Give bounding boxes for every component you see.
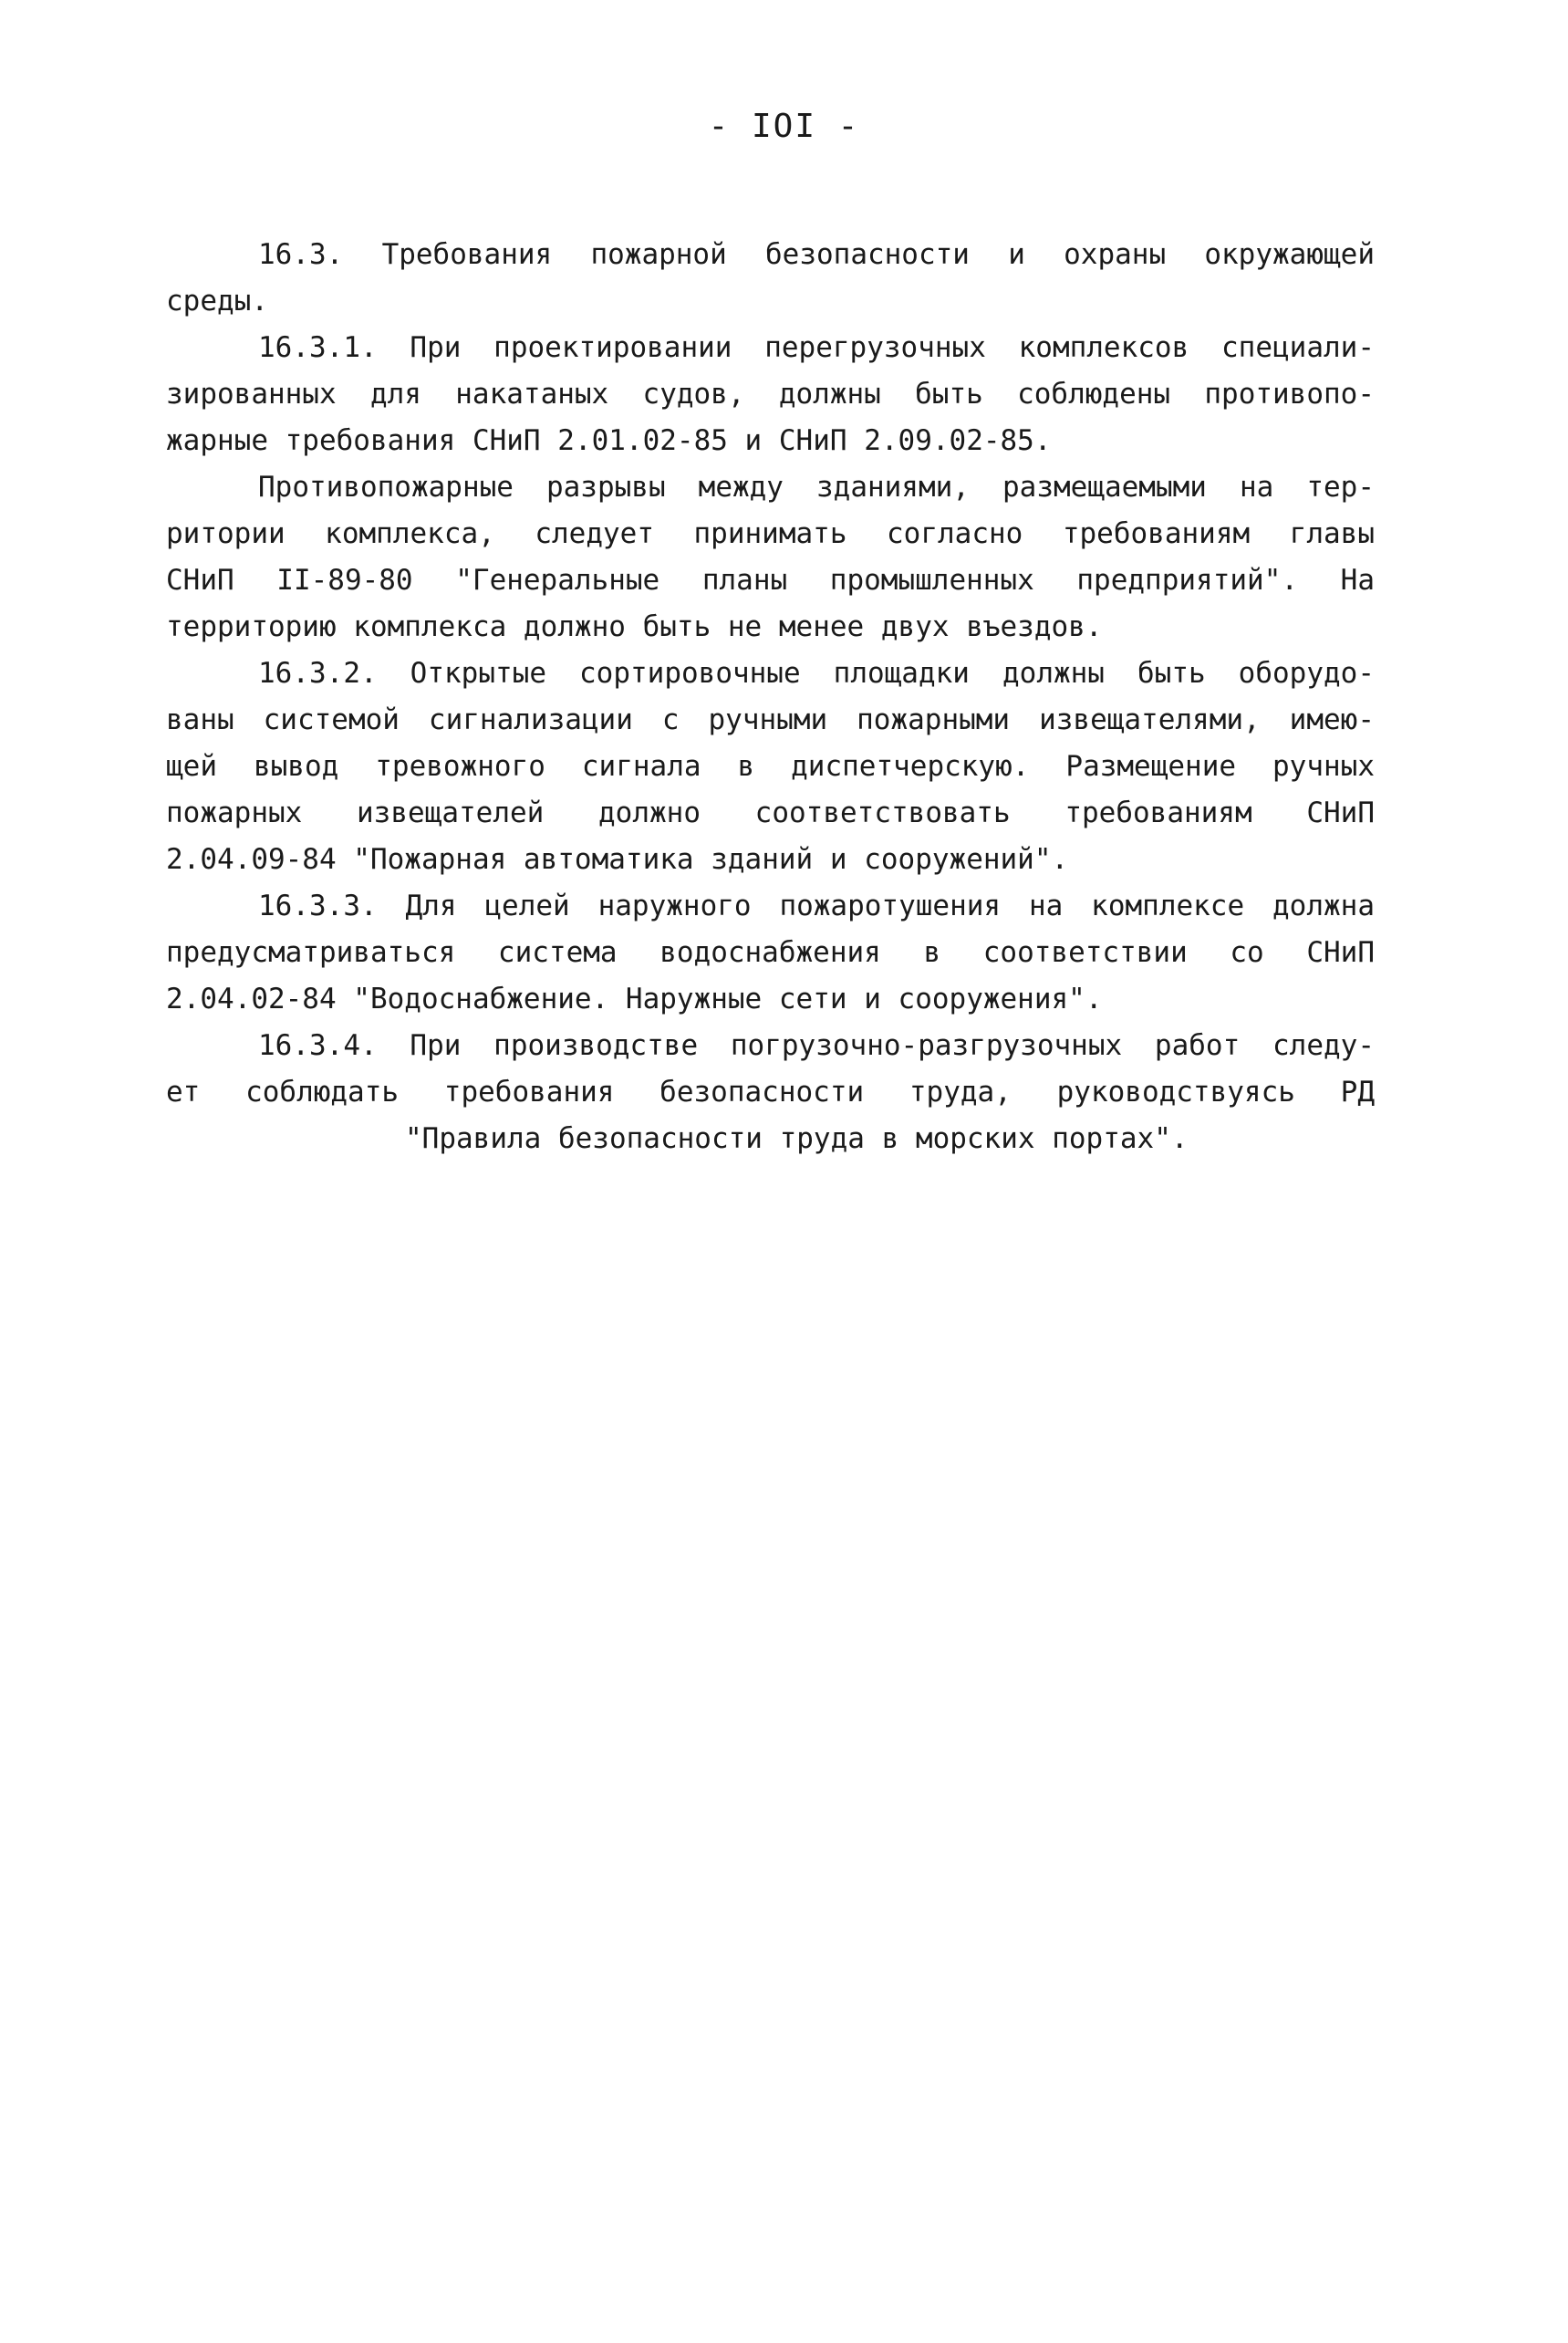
paragraph-16-3-2-line-4: пожарных извещателей должно соответствовать требованиям СНиП: [166, 797, 1375, 829]
paragraph-firebreaks-line-3: СНиП II-89-80 "Генеральные планы промышленных предприятий". На: [166, 564, 1375, 597]
paragraph-16-3-3-line-1: 16.3.3. Для целей наружного пожаротушения на комплексе должна: [258, 890, 1375, 922]
document-body: [166, 232, 1375, 1162]
paragraph-16-3-2-line-2: ваны системой сигнализации с ручными пожарными извещателями, имею-: [166, 703, 1375, 736]
paragraph-16-3-4-line-1: 16.3.4. При производстве погрузочно-разгрузочных работ следу-: [258, 1029, 1375, 1062]
paragraph-firebreaks-line-4: территорию комплекса должно быть не менее двух въездов.: [166, 610, 1103, 643]
paragraph-firebreaks-line-1: Противопожарные разрывы между зданиями, размещаемыми на тер-: [258, 471, 1375, 504]
paragraph-16-3-2-line-5: 2.04.09-84 "Пожарная автоматика зданий и сооружений".: [166, 843, 1069, 876]
section-heading-16-3-cont: среды.: [166, 285, 268, 318]
paragraph-firebreaks-line-2: ритории комплекса, следует принимать согласно требованиям главы: [166, 517, 1375, 550]
paragraph-16-3-2-line-1: 16.3.2. Открытые сортировочные площадки должны быть оборудо-: [258, 657, 1375, 690]
paragraph-16-3-4-line-3: "Правила безопасности труда в морских портах".: [405, 1122, 1189, 1155]
paragraph-16-3-3-line-3: 2.04.02-84 "Водоснабжение. Наружные сети и сооружения".: [166, 983, 1103, 1015]
section-heading-16-3: 16.3. Требования пожарной безопасности и охраны окружающей: [258, 238, 1375, 271]
paragraph-16-3-3-line-2: предусматриваться система водоснабжения в соответствии со СНиП: [166, 936, 1375, 969]
paragraph-16-3-1-line-3: жарные требования СНиП 2.01.02-85 и СНиП 2.09.02-85.: [166, 424, 1052, 457]
paragraph-16-3-1-line-2: зированных для накатаных судов, должны быть соблюдены противопо-: [166, 378, 1375, 411]
paragraph-16-3-4-line-2: ет соблюдать требования безопасности труда, руководствуясь РД: [166, 1076, 1375, 1109]
paragraph-16-3-1-line-1: 16.3.1. При проектировании перегрузочных комплексов специали-: [258, 331, 1375, 364]
page-number: - IOI -: [708, 108, 860, 145]
paragraph-16-3-2-line-3: щей вывод тревожного сигнала в диспетчерскую. Размещение ручных: [166, 750, 1375, 783]
